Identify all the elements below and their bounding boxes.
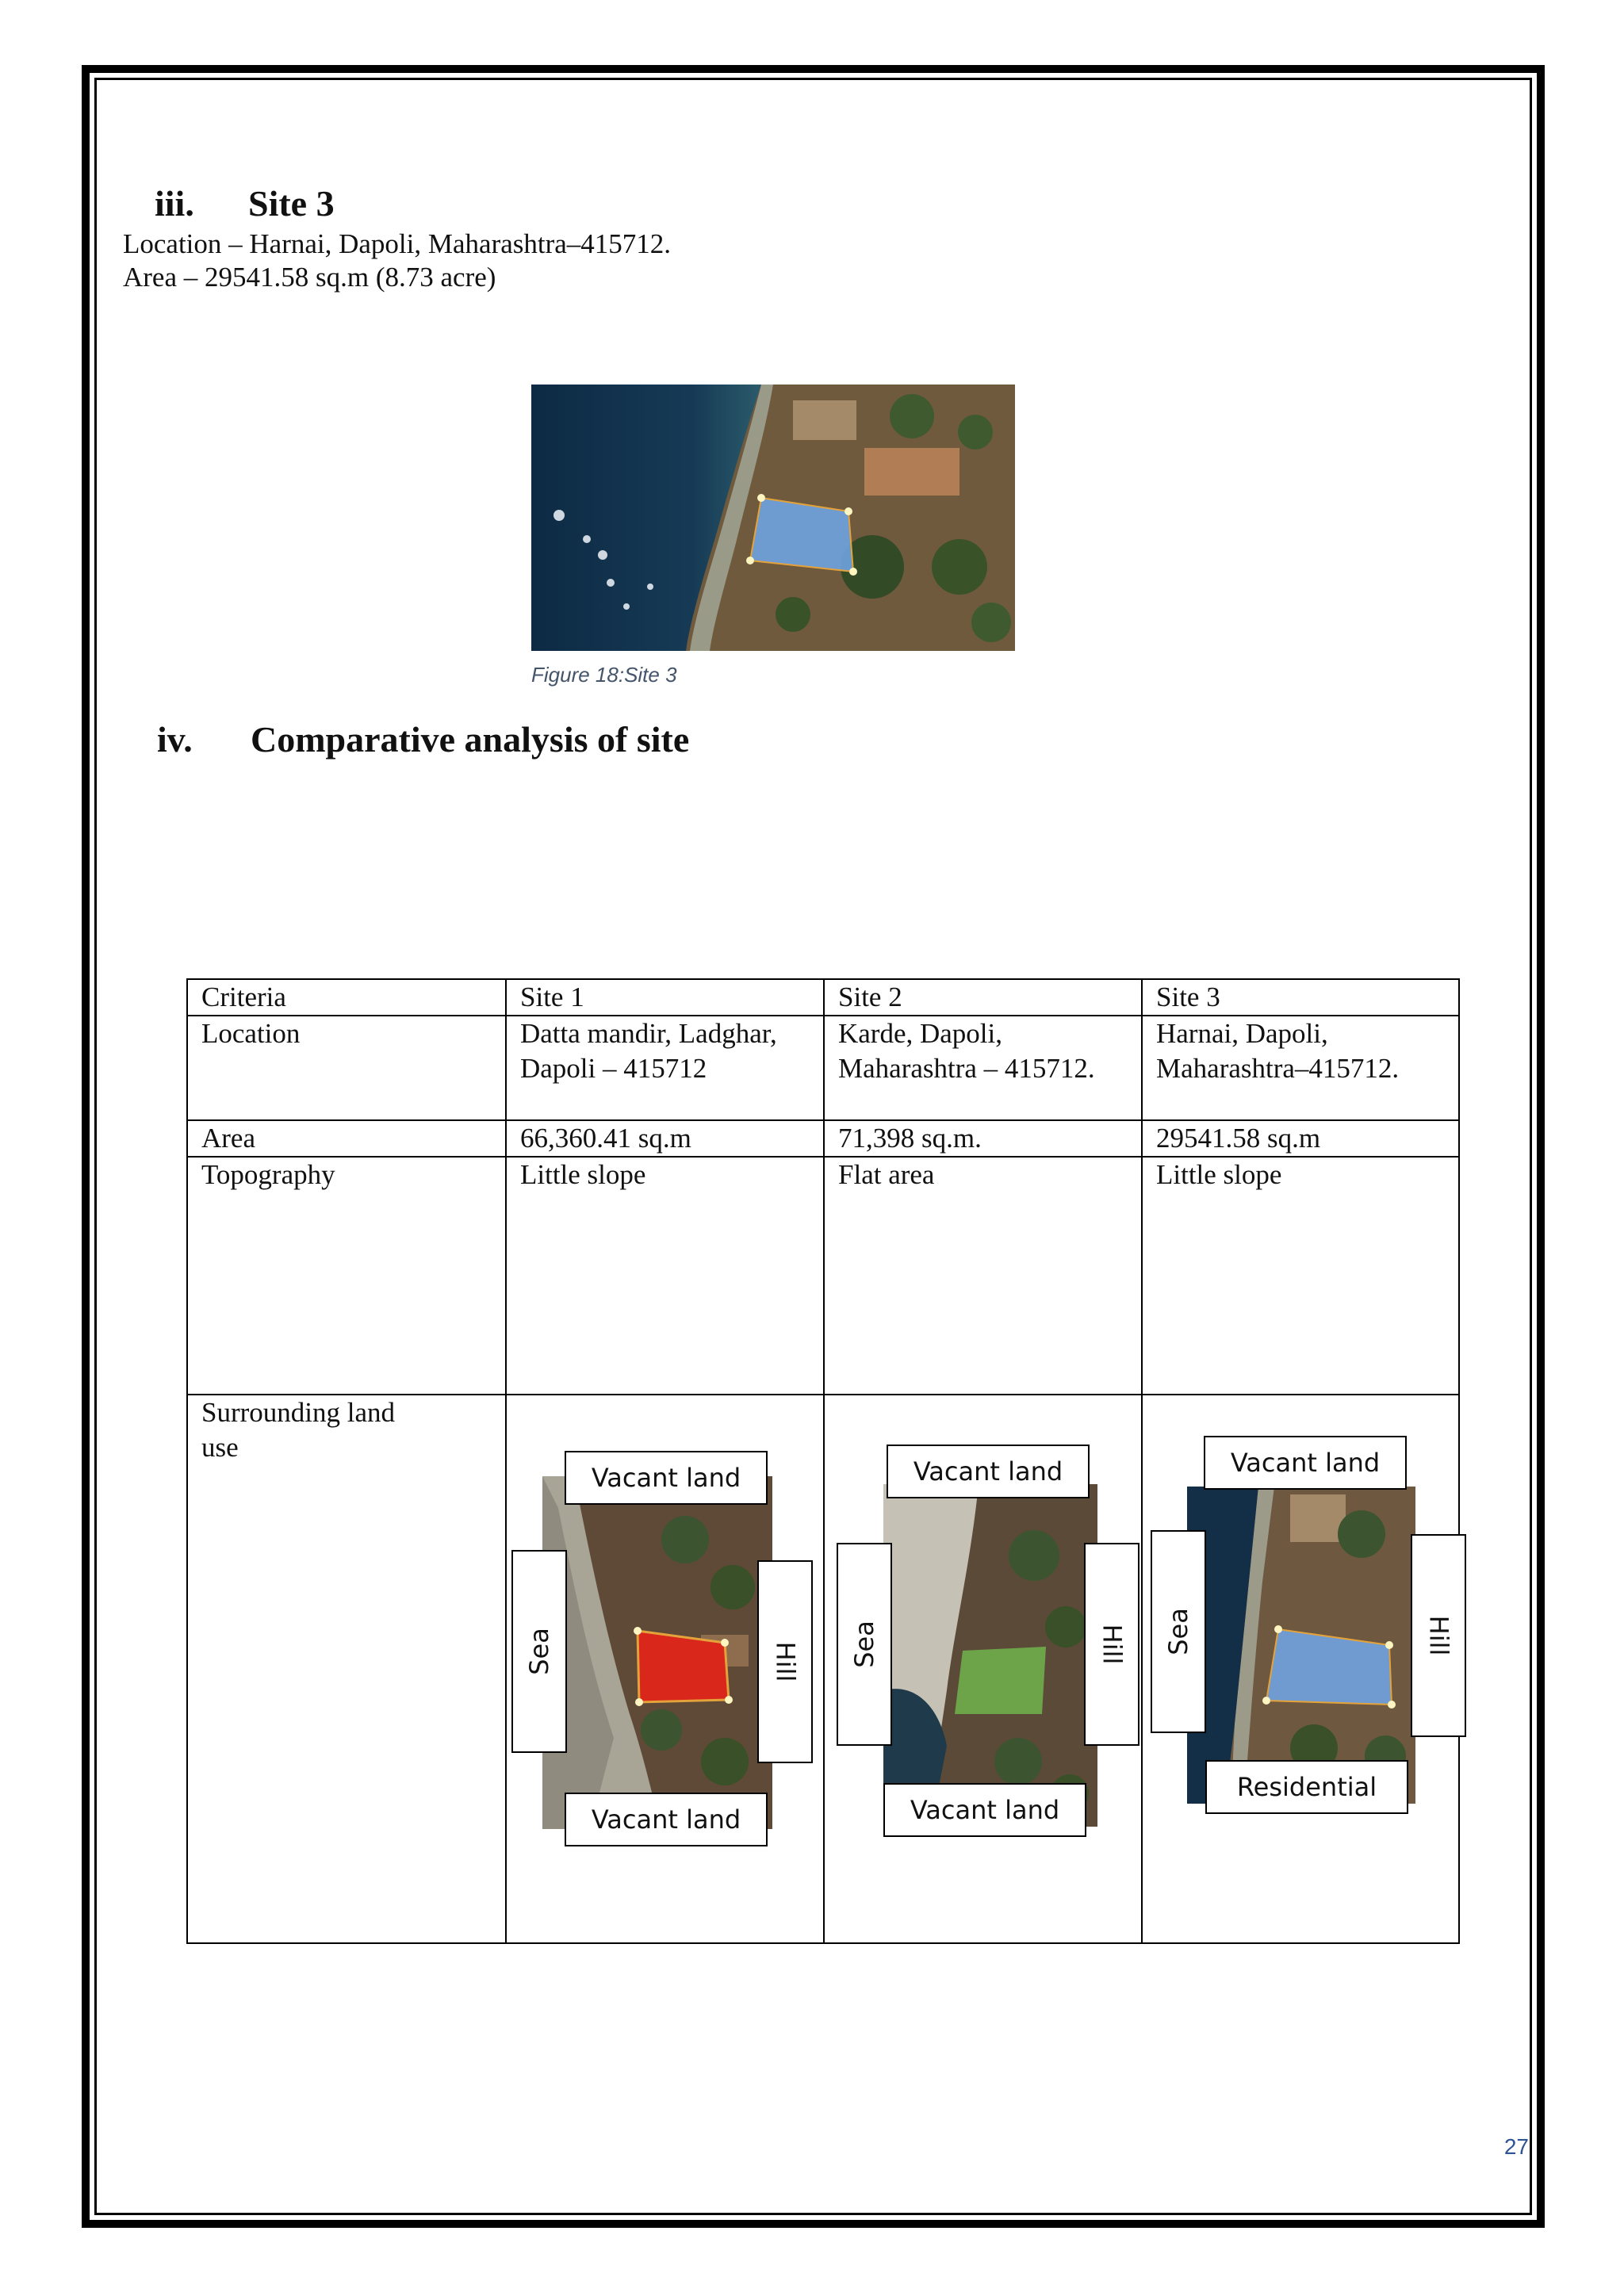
table-header-cell: Criteria bbox=[187, 979, 506, 1016]
site3-label-left: Sea bbox=[1151, 1530, 1206, 1733]
table-row bbox=[187, 1016, 1459, 1120]
site3-label-right: Hill bbox=[1411, 1534, 1466, 1737]
table-cell: Datta mandir, Ladghar, Dapoli – 415712 bbox=[506, 1016, 824, 1120]
section-title: Site 3 bbox=[248, 183, 335, 224]
site2-label-bottom: Vacant land bbox=[883, 1783, 1086, 1837]
table-cell: Location bbox=[187, 1016, 506, 1120]
section-numeral: iv. bbox=[157, 719, 193, 760]
table-cell: Karde, Dapoli, Maharashtra – 415712. bbox=[824, 1016, 1142, 1120]
figure-caption: Figure 18:Site 3 bbox=[531, 663, 677, 687]
table-cell: 66,360.41 sq.m bbox=[506, 1120, 824, 1157]
site3-surrounding-image bbox=[1187, 1487, 1415, 1804]
table-cell: Surrounding land use bbox=[187, 1395, 506, 1943]
table-cell: 71,398 sq.m. bbox=[824, 1120, 1142, 1157]
table-header-row bbox=[187, 979, 1459, 1016]
table-cell: 29541.58 sq.m bbox=[1142, 1120, 1459, 1157]
site1-plot-outline bbox=[638, 1631, 729, 1702]
section-numeral: iii. bbox=[155, 183, 194, 224]
section-heading-comparative bbox=[157, 718, 689, 760]
site2-satellite-image bbox=[883, 1484, 1097, 1827]
table-header-cell: Site 1 bbox=[506, 979, 824, 1016]
site1-label-bottom: Vacant land bbox=[565, 1793, 768, 1846]
site2-label-left: Sea bbox=[837, 1543, 892, 1746]
site1-label-right: Hill bbox=[757, 1560, 813, 1763]
table-row bbox=[187, 1120, 1459, 1157]
table-cell: Little slope bbox=[1142, 1157, 1459, 1395]
site3-plot-outline bbox=[750, 498, 853, 572]
table-header-cell: Site 3 bbox=[1142, 979, 1459, 1016]
site1-satellite-image bbox=[542, 1476, 772, 1829]
table-cell: Harnai, Dapoli, Maharashtra–415712. bbox=[1142, 1016, 1459, 1120]
site1-label-left: Sea bbox=[511, 1550, 567, 1753]
section-title: Comparative analysis of site bbox=[251, 719, 690, 760]
site2-label-top: Vacant land bbox=[887, 1445, 1090, 1498]
site3-location: Location – Harnai, Dapoli, Maharashtra–415712. bbox=[123, 228, 672, 259]
site3-label-bottom: Residential bbox=[1205, 1760, 1408, 1814]
table-header-cell: Site 2 bbox=[824, 979, 1142, 1016]
page-number: 27 bbox=[1503, 2134, 1529, 2159]
table-cell: Topography bbox=[187, 1157, 506, 1395]
site3-label-top: Vacant land bbox=[1204, 1436, 1407, 1490]
site1-label-top: Vacant land bbox=[565, 1451, 768, 1505]
site2-label-right: Hill bbox=[1084, 1543, 1139, 1746]
table-cell: Flat area bbox=[824, 1157, 1142, 1395]
table-cell: Little slope bbox=[506, 1157, 824, 1395]
site3-area: Area – 29541.58 sq.m (8.73 acre) bbox=[123, 262, 496, 293]
site3-satellite-image bbox=[531, 385, 1015, 651]
site2-plot-outline bbox=[955, 1647, 1046, 1714]
table-row bbox=[187, 1157, 1459, 1395]
table-cell: Area bbox=[187, 1120, 506, 1157]
section-heading-site3 bbox=[155, 182, 335, 224]
